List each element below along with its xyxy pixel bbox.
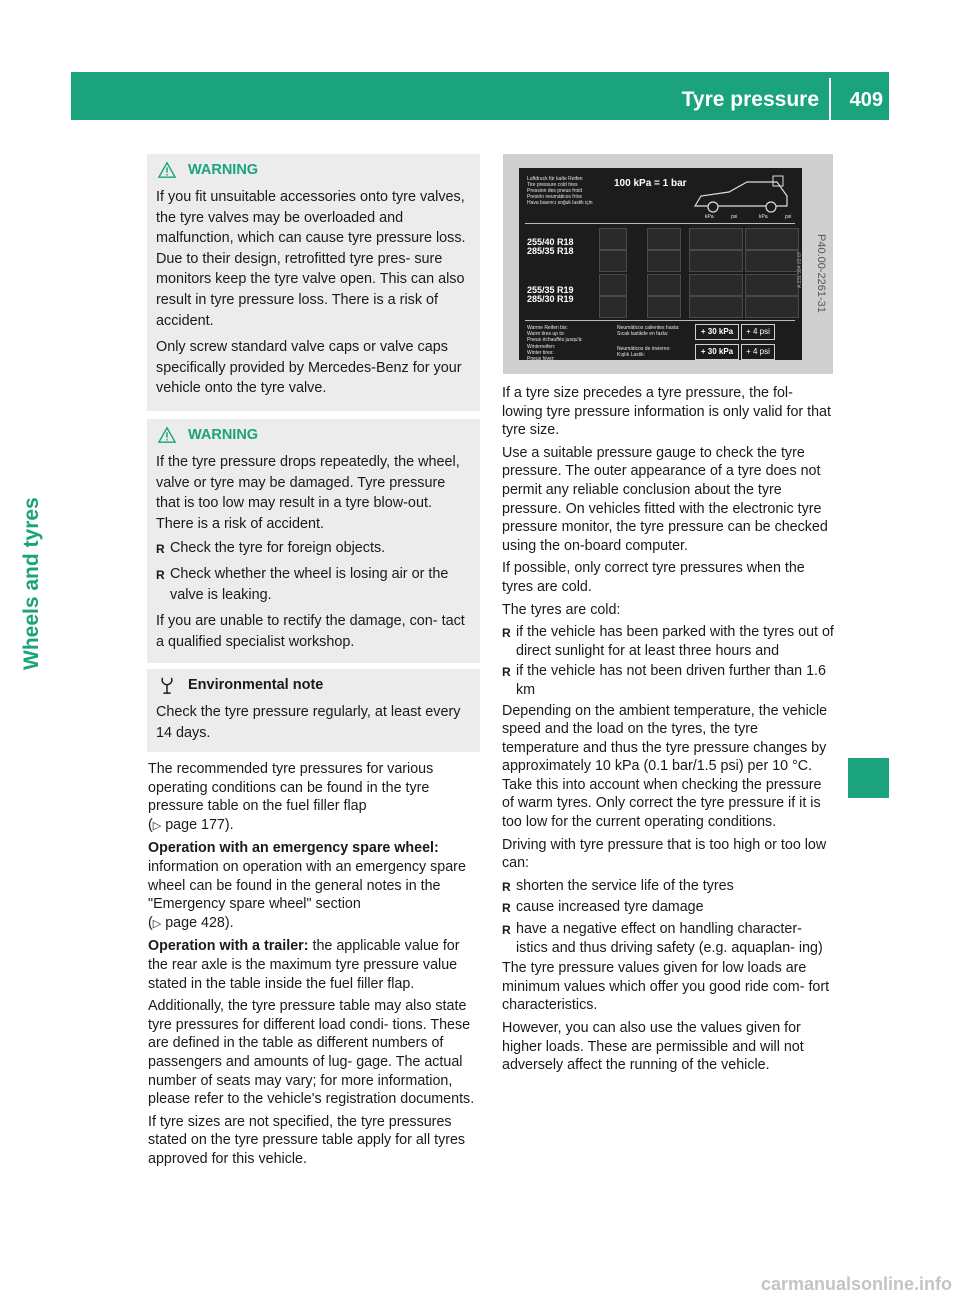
decal-text: Pression des pneus froid xyxy=(527,188,583,194)
tyre-size-group-2 xyxy=(527,286,574,304)
paragraph: Use a suitable pressure gauge to check the tyre pressure. The outer appearance of a tyre does not permit any reliable conclusion about the tyre pressure. On vehicles fitted with the electronic tyre pressure monitor, the tyre pressure can be checked using the on-board computer. xyxy=(502,444,828,554)
env-heading xyxy=(156,674,470,696)
right-body xyxy=(502,384,836,1079)
pressure-cell xyxy=(745,250,799,272)
paragraph: The tyres are cold: xyxy=(502,601,621,618)
bullet-marker: R xyxy=(502,901,511,916)
winter-offset-psi: + 4 psi xyxy=(741,344,775,360)
environmental-note-box xyxy=(147,669,480,752)
header-divider xyxy=(829,78,831,120)
list-item-text: have a negative effect on handling character- istics and thus driving safety (e.g. aquaplan- ing) xyxy=(516,921,823,956)
env-heading-text: Environmental note xyxy=(188,677,324,693)
occupant-icon-cell xyxy=(599,228,627,250)
bullet-marker: R xyxy=(156,542,165,557)
decal-text: Presión neumáticos fríos xyxy=(527,194,583,200)
header-bar xyxy=(71,72,889,120)
bullet-marker: R xyxy=(502,665,511,680)
warm-offset-psi: + 4 psi xyxy=(741,324,775,340)
tyre-size: 255/40 R18 xyxy=(527,237,574,247)
pressure-cell xyxy=(689,274,743,296)
env-paragraph: Check the tyre pressure regularly, at least every 14 days. xyxy=(156,704,461,741)
warm-offset-kpa: + 30 kPa xyxy=(695,324,739,340)
decal-cold-label xyxy=(527,176,593,206)
decal-text: Kışlık Lastik: xyxy=(617,352,646,358)
list-item-text: shorten the service life of the tyres xyxy=(516,877,734,894)
decal-text: Winter tires: xyxy=(527,350,554,356)
warm-tyres-label-es xyxy=(617,325,680,337)
winter-tyres-label xyxy=(527,344,555,362)
paragraph-text: information on operation with an emergency spare wheel can be found in the general notes in the "Emergency spare wheel" section xyxy=(148,858,466,913)
pressure-cell xyxy=(689,250,743,272)
car-silhouette-icon xyxy=(689,174,794,216)
paragraph: If tyre sizes are not specified, the tyre pressures stated on the tyre pressure table apply for all tyres approved for this vehicle. xyxy=(148,1113,466,1167)
bold-lead: Operation with a trailer: xyxy=(148,938,309,955)
page-ref-arrow-icon: ▷ xyxy=(152,917,162,930)
warning-heading-text: WARNING xyxy=(188,427,259,443)
occupant-icon-cell xyxy=(599,250,627,272)
pressure-cell xyxy=(689,228,743,250)
page-ref-arrow-icon: ▷ xyxy=(152,819,162,832)
page-title: Tyre pressure xyxy=(681,88,819,111)
list-item xyxy=(156,538,470,560)
unit-label: kPa xyxy=(759,214,768,220)
list-item-text: Check the tyre for foreign objects. xyxy=(170,540,386,557)
warning-paragraph: If the tyre pressure drops repeatedly, the wheel, valve or tyre may be damaged. Tyre pressure that is too low may result in a tyre blow-out. There is a risk of accident. xyxy=(156,454,460,532)
page-number: 409 xyxy=(849,89,883,111)
pressure-cell xyxy=(689,296,743,318)
figure-id: P40.00-2261-31 xyxy=(815,234,827,313)
bold-lead: Operation with an emergency spare wheel: xyxy=(148,840,439,857)
decal-text: Winterreifen: xyxy=(527,344,556,350)
section-tab-label: Wheels and tyres xyxy=(20,497,43,670)
decal-rule xyxy=(525,223,795,224)
luggage-icon-cell xyxy=(647,274,681,296)
list-item-text: if the vehicle has been parked with the tyres out of direct sunlight for at least three hours and xyxy=(516,624,834,659)
warning-paragraph: If you fit unsuitable accessories onto tyre valves, the tyre valves may be overloaded and malfunction, which can cause tyre pressure loss. Due to their design, retrofitted tyre pres- sure monitors keep the tyre valve open. This can also result in tyre pressure loss. There is a risk of accident. xyxy=(156,189,466,329)
paragraph: If possible, only correct tyre pressures when the tyres are cold. xyxy=(502,560,805,595)
tyre-size: 285/30 R19 xyxy=(527,294,574,304)
warning-triangle-icon xyxy=(158,161,176,179)
occupant-icon-cell xyxy=(599,274,627,296)
paragraph: The tyre pressure values given for low loads are minimum values which offer you good ride com- fort characteristics. xyxy=(502,960,830,1014)
list-item xyxy=(502,623,836,660)
tyre-pressure-table-figure xyxy=(503,154,833,374)
decal-text: Pneus échauffés jusqu'à: xyxy=(527,337,583,343)
decal-text: Pneus hiver: xyxy=(527,356,555,362)
decal-text: Neumáticos calientes hasta: xyxy=(617,325,680,331)
list-item-text: Check whether the wheel is losing air or the valve is leaking. xyxy=(170,565,449,603)
unit-label: psi xyxy=(785,214,792,220)
decal-text: Hava basıncı soğuk lastik için xyxy=(527,200,593,206)
warning-box-pressure-drop xyxy=(147,419,480,663)
decal-text: Tire pressure cold tires xyxy=(527,182,578,188)
list-item-text: if the vehicle has not been driven further than 1.6 km xyxy=(516,663,826,698)
warm-tyres-label xyxy=(527,325,583,343)
list-item xyxy=(156,564,470,605)
tyre-pressure-decal xyxy=(519,168,802,360)
list-item xyxy=(502,898,836,918)
winter-tyres-label-es xyxy=(617,346,671,358)
paragraph-text: The recommended tyre pressures for various operating conditions can be found in the tyre pressure table on the fuel filler flap xyxy=(148,761,434,815)
decal-text: Luftdruck für kalte Reifen xyxy=(527,176,583,182)
warning-heading-text: WARNING xyxy=(188,162,259,178)
list-item-text: cause increased tyre damage xyxy=(516,899,704,916)
warning-triangle-icon xyxy=(158,426,176,444)
bullet-marker: R xyxy=(502,879,511,894)
decal-text: Warme Reifen bis: xyxy=(527,325,568,331)
unit-label: psi xyxy=(731,214,738,220)
warning-box-valves xyxy=(147,154,480,411)
decal-part-number: A 231 584 03 07 xyxy=(797,251,803,288)
tyre-size: 255/35 R19 xyxy=(527,285,574,295)
paragraph: The recommended tyre pressures for various operating conditions can be found in the tyre pressure table on the fuel filler flap (▷ page 177). xyxy=(148,761,434,833)
bullet-marker: R xyxy=(156,567,165,582)
decal-text: Warm tires up to: xyxy=(527,331,565,337)
paragraph: However, you can also use the values given for higher loads. These are permissible and will not adversely affect the running of the vehicle. xyxy=(502,1020,804,1074)
warning-heading xyxy=(156,424,470,446)
warning-paragraph: Only screw standard valve caps or valve caps specifically provided by Mercedes-Benz for your vehicle onto the tyre valve. xyxy=(156,339,462,397)
list-item xyxy=(502,920,836,957)
paragraph: Depending on the ambient temperature, the vehicle speed and the load on the tyres, the tyre temperature and thus the tyre pressure changes by approximately 10 kPa (0.1 bar/1.5 psi) per 10 °C. Take this into account when checking the pressure of warm tyres. Only correct the tyre pressure if it is too low for the current operating conditions. xyxy=(502,702,828,831)
pressure-cell xyxy=(745,228,799,250)
winter-offset-kpa: + 30 kPa xyxy=(695,344,739,360)
decal-text: Neumáticos de invierno: xyxy=(617,346,671,352)
decal-text: Sıcak lastikde en fazla: xyxy=(617,331,669,337)
paragraph: Driving with tyre pressure that is too high or too low can: xyxy=(502,836,827,872)
left-body xyxy=(148,760,482,1172)
tyre-size: 285/35 R18 xyxy=(527,246,574,256)
paragraph xyxy=(148,937,482,993)
list-item xyxy=(502,877,836,897)
list-item xyxy=(502,662,836,699)
bullet-marker: R xyxy=(502,923,511,938)
luggage-icon-cell xyxy=(647,228,681,250)
occupant-icon-cell xyxy=(599,296,627,318)
environment-icon xyxy=(158,676,176,694)
pressure-cell xyxy=(745,274,799,296)
paragraph-text: the applicable value for the rear axle is the maximum tyre pressure value stated in the table inside the fuel filler flap. xyxy=(148,938,460,992)
decal-rule xyxy=(525,320,795,321)
warning-heading xyxy=(156,159,470,181)
decal-unit-title: 100 kPa = 1 bar xyxy=(614,178,687,189)
page-reference[interactable]: page 177). xyxy=(165,816,234,833)
luggage-icon-cell xyxy=(647,250,681,272)
luggage-icon-cell xyxy=(647,296,681,318)
paragraph: If a tyre size precedes a tyre pressure, the fol- lowing tyre pressure information is only valid for that tyre size. xyxy=(502,385,831,439)
page-reference[interactable]: page 428). xyxy=(165,914,234,931)
paragraph: Operation with an emergency spare wheel: information on operation with an emergency spare wheel can be found in the general notes in the "Emergency spare wheel" section (▷ page 428). xyxy=(148,840,466,931)
unit-label: kPa xyxy=(705,214,714,220)
warning-paragraph: If you are unable to rectify the damage, con- tact a qualified specialist workshop. xyxy=(156,613,465,650)
watermark: carmanualsonline.info xyxy=(760,1274,952,1294)
section-tab-marker xyxy=(848,758,889,798)
paragraph: Additionally, the tyre pressure table may also state tyre pressures for different load condi- tions. These are defined in the table as different numbers of passengers and amounts of lug- gage. The actual number of seats may vary; for more information, please refer to the vehicle's registration documents. xyxy=(148,998,475,1108)
tyre-size-group-1 xyxy=(527,238,574,256)
bullet-marker: R xyxy=(502,626,511,641)
pressure-cell xyxy=(745,296,799,318)
